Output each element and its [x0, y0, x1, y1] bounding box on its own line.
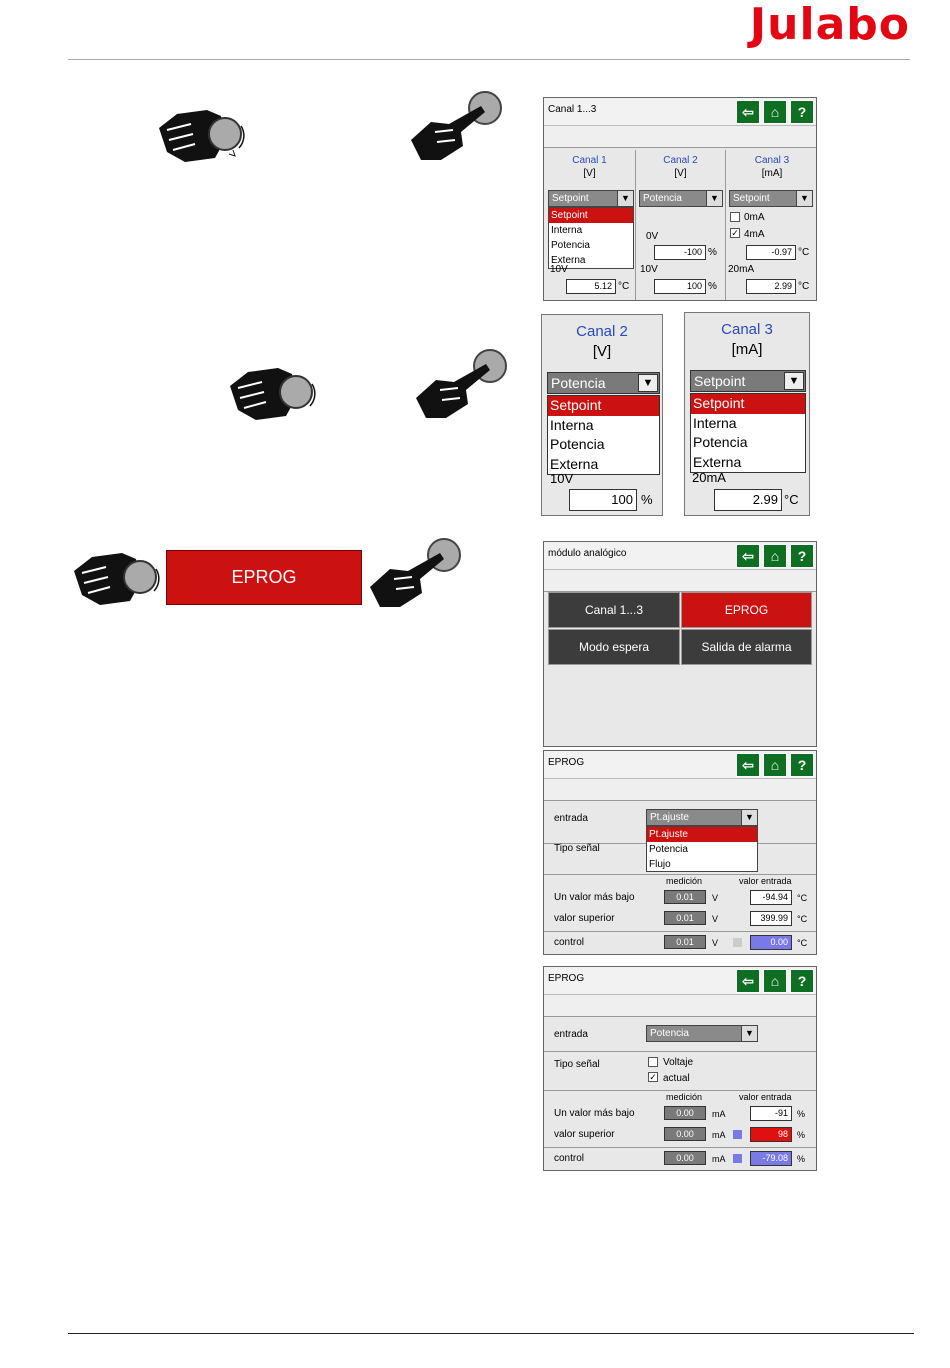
- checkbox-0ma[interactable]: [730, 212, 740, 222]
- control-value: 0.00: [750, 935, 792, 950]
- zoom-channel-2-list: [547, 395, 660, 475]
- tap-finger-icon: [410, 346, 510, 426]
- channel-3-source-select[interactable]: [729, 190, 813, 207]
- rotary-knob-hand-icon: [70, 543, 166, 613]
- canal-1-3-button[interactable]: Canal 1...3: [548, 592, 680, 628]
- sub-bar: [544, 995, 816, 1017]
- entrada-select[interactable]: [646, 1025, 758, 1042]
- control-measurement-unit: mA: [712, 1154, 726, 1164]
- lower-input[interactable]: -94.94: [750, 890, 792, 905]
- eprog-button[interactable]: EPROG: [681, 592, 812, 628]
- option-potencia[interactable]: Potencia: [550, 436, 605, 452]
- eprog-banner: EPROG: [166, 550, 362, 605]
- channel-1-unit-symbol: °C: [618, 281, 630, 292]
- upper-input-unit: °C: [797, 914, 808, 924]
- tipo-senal-label: Tipo señal: [554, 843, 600, 854]
- julabo-logo: Julabo: [749, 0, 910, 50]
- chevron-down-icon: ▼: [706, 191, 722, 206]
- title-bar: [544, 98, 816, 126]
- zoom-channel-3-select[interactable]: [690, 370, 806, 392]
- channel-2-high-unit: %: [708, 281, 717, 292]
- rotary-knob-hand-icon: [155, 100, 251, 170]
- lower-measurement-unit: mA: [712, 1109, 726, 1119]
- checkbox-voltaje[interactable]: [648, 1057, 658, 1067]
- zoom-channel-2: [541, 314, 663, 516]
- entrada-label: entrada: [554, 813, 588, 824]
- checkbox-actual[interactable]: ✓: [649, 1072, 657, 1082]
- checkbox-actual-label: actual: [663, 1073, 690, 1084]
- option-potencia[interactable]: Potencia: [649, 844, 688, 855]
- entrada-label: entrada: [554, 1029, 588, 1040]
- channel-2-source-select[interactable]: [639, 190, 723, 207]
- lower-input-unit: °C: [797, 893, 808, 903]
- help-button[interactable]: ?: [790, 544, 814, 568]
- upper-measurement: 0.00: [664, 1127, 706, 1141]
- title-bar: [544, 751, 816, 779]
- control-label: control: [554, 1153, 585, 1164]
- home-button[interactable]: ⌂: [763, 753, 787, 777]
- zoom-channel-2-name: Canal 2: [576, 323, 628, 340]
- screen-modulo-analogico: [543, 541, 817, 747]
- zoom-channel-2-unit-symbol: %: [641, 492, 653, 507]
- control-indicator: [733, 1154, 742, 1163]
- chevron-down-icon: ▼: [638, 374, 658, 392]
- chevron-down-icon: ▼: [796, 191, 812, 206]
- control-value: -79.08: [750, 1151, 792, 1166]
- upper-value-label: valor superior: [554, 913, 615, 924]
- entrada-select[interactable]: [646, 809, 758, 826]
- help-button[interactable]: ?: [790, 753, 814, 777]
- lower-value-label: Un valor más bajo: [554, 1108, 635, 1119]
- zoom-channel-3: [684, 312, 810, 516]
- zoom-channel-3-value: Setpoint: [694, 373, 746, 389]
- medicion-header: medición: [666, 876, 703, 886]
- salida-alarma-button[interactable]: Salida de alarma: [681, 629, 812, 665]
- option-setpoint[interactable]: Setpoint: [548, 396, 659, 416]
- zoom-channel-3-list: [690, 393, 806, 473]
- lower-value-label: Un valor más bajo: [554, 892, 635, 903]
- option-setpoint[interactable]: Setpoint: [691, 394, 805, 414]
- upper-measurement: 0.01: [664, 911, 706, 925]
- header-rule: [68, 59, 910, 60]
- zoom-channel-3-name: Canal 3: [721, 321, 773, 338]
- channel-1-source-list: [548, 207, 634, 269]
- control-indicator: [733, 938, 742, 947]
- zoom-channel-2-input[interactable]: 100: [569, 489, 637, 511]
- screen-title: Canal 1...3: [548, 104, 597, 115]
- channel-3-low-unit: °C: [798, 247, 810, 258]
- tap-finger-icon: [405, 88, 505, 168]
- title-bar: [544, 542, 816, 570]
- channel-3-high-value[interactable]: 2.99: [746, 279, 796, 294]
- screen-eprog-dropdown: [543, 750, 817, 955]
- sub-bar: [544, 126, 816, 148]
- divider: [544, 1147, 816, 1148]
- option-interna[interactable]: Interna: [550, 416, 594, 433]
- checkbox-0ma-label: 0mA: [744, 212, 765, 223]
- channel-1-high-label: 10V: [550, 264, 568, 275]
- control-unit: °C: [797, 938, 808, 948]
- zoom-channel-3-label: 20mA: [692, 470, 726, 485]
- title-bar: [544, 967, 816, 995]
- upper-input[interactable]: 399.99: [750, 911, 792, 926]
- divider: [544, 1051, 816, 1052]
- checkbox-4ma[interactable]: ✓: [731, 228, 739, 238]
- footer-rule: [68, 1333, 914, 1334]
- checkbox-4ma-label: 4mA: [744, 229, 765, 240]
- screen-title: EPROG: [548, 973, 585, 984]
- valor-entrada-header: valor entrada: [739, 876, 792, 886]
- help-button[interactable]: ?: [790, 100, 814, 124]
- tap-finger-icon: [364, 535, 464, 615]
- control-unit: %: [797, 1154, 806, 1164]
- zoom-channel-2-select[interactable]: [547, 372, 660, 394]
- chevron-down-icon: ▼: [617, 191, 633, 206]
- channel-1-name: Canal 1: [572, 155, 607, 166]
- sub-bar: [544, 570, 816, 592]
- screen-title: EPROG: [548, 757, 585, 768]
- tipo-senal-label: Tipo señal: [554, 1059, 600, 1070]
- option-externa[interactable]: Externa: [693, 453, 742, 470]
- option-potencia[interactable]: Potencia: [551, 240, 590, 251]
- channel-3-high-unit: °C: [798, 281, 810, 292]
- upper-value-label: valor superior: [554, 1129, 615, 1140]
- zoom-channel-3-unit: [mA]: [731, 341, 763, 358]
- control-measurement-unit: V: [712, 938, 719, 948]
- channel-2-unit: [V]: [674, 168, 687, 179]
- lower-input-unit: %: [797, 1109, 806, 1119]
- option-flujo[interactable]: Flujo: [649, 859, 671, 870]
- channel-2-source-value: Potencia: [643, 193, 682, 204]
- channel-1-high-value[interactable]: 5.12: [566, 279, 616, 294]
- back-button[interactable]: ⇦: [736, 100, 760, 124]
- option-pt-ajuste[interactable]: Pt.ajuste: [647, 827, 757, 842]
- zoom-channel-2-value: Potencia: [551, 375, 606, 391]
- upper-measurement-unit: V: [712, 914, 719, 924]
- zoom-channel-2-label: 10V: [550, 471, 574, 486]
- divider: [544, 931, 816, 932]
- channel-1-column: [544, 150, 636, 300]
- zoom-channel-3-unit-symbol: °C: [784, 492, 799, 507]
- lower-measurement-unit: V: [712, 893, 719, 903]
- channel-2-low-unit: %: [708, 247, 717, 258]
- control-measurement: 0.00: [664, 1151, 706, 1165]
- channel-3-name: Canal 3: [754, 155, 790, 166]
- option-interna[interactable]: Interna: [551, 225, 583, 236]
- zoom-channel-3-input[interactable]: 2.99: [714, 489, 782, 511]
- sub-bar: [544, 779, 816, 801]
- channel-3-column: [726, 150, 817, 300]
- screen-canal-1-3: [543, 97, 817, 301]
- divider: [544, 1090, 816, 1091]
- channel-2-high-value[interactable]: 100: [654, 279, 706, 294]
- home-button[interactable]: ⌂: [763, 969, 787, 993]
- modo-espera-button[interactable]: Modo espera: [548, 629, 680, 665]
- chevron-down-icon: ▼: [784, 372, 804, 390]
- channel-2-column: [636, 150, 726, 300]
- lower-measurement: 0.00: [664, 1106, 706, 1120]
- option-interna[interactable]: Interna: [693, 414, 737, 431]
- screen-eprog-potencia: [543, 966, 817, 1171]
- rotary-knob-hand-icon: [226, 358, 322, 428]
- upper-indicator: [733, 1130, 742, 1139]
- chevron-down-icon: ▼: [741, 1026, 757, 1041]
- back-button[interactable]: ⇦: [736, 969, 760, 993]
- zoom-channel-2-unit: [V]: [592, 343, 612, 360]
- divider: [544, 874, 816, 875]
- valor-entrada-header: valor entrada: [739, 1092, 792, 1102]
- option-externa[interactable]: Externa: [551, 255, 586, 266]
- channel-panel: [544, 150, 816, 300]
- channel-3-source-value: Setpoint: [733, 193, 770, 204]
- back-button[interactable]: ⇦: [736, 753, 760, 777]
- channel-3-unit: [mA]: [761, 168, 783, 179]
- channel-3-high-label: 20mA: [728, 264, 755, 275]
- option-setpoint[interactable]: Setpoint: [549, 208, 633, 223]
- channel-1-source-value: Setpoint: [552, 193, 589, 204]
- upper-input[interactable]: 98: [750, 1127, 792, 1142]
- option-externa[interactable]: Externa: [550, 455, 599, 472]
- channel-1-unit: [V]: [583, 168, 596, 179]
- back-button[interactable]: ⇦: [736, 544, 760, 568]
- chevron-down-icon: ▼: [741, 810, 757, 825]
- medicion-header: medición: [666, 1092, 703, 1102]
- entrada-value: Potencia: [650, 1028, 689, 1039]
- lower-input[interactable]: -91: [750, 1106, 792, 1121]
- entrada-value: Pt.ajuste: [650, 812, 689, 823]
- option-potencia[interactable]: Potencia: [693, 434, 748, 450]
- lower-measurement: 0.01: [664, 890, 706, 904]
- channel-2-low-value[interactable]: -100: [654, 245, 706, 260]
- home-button[interactable]: ⌂: [763, 544, 787, 568]
- channel-2-high-label: 10V: [640, 264, 658, 275]
- checkbox-voltaje-label: Voltaje: [663, 1057, 694, 1068]
- channel-1-source-select[interactable]: [548, 190, 634, 207]
- channel-3-low-value[interactable]: -0.97: [746, 245, 796, 260]
- upper-input-unit: %: [797, 1130, 806, 1140]
- home-button[interactable]: ⌂: [763, 100, 787, 124]
- help-button[interactable]: ?: [790, 969, 814, 993]
- control-label: control: [554, 937, 585, 948]
- screen-title: módulo analógico: [548, 548, 627, 559]
- entrada-list: [646, 826, 758, 872]
- upper-measurement-unit: mA: [712, 1130, 726, 1140]
- channel-2-low-label: 0V: [646, 231, 659, 242]
- control-measurement: 0.01: [664, 935, 706, 949]
- channel-2-name: Canal 2: [663, 155, 698, 166]
